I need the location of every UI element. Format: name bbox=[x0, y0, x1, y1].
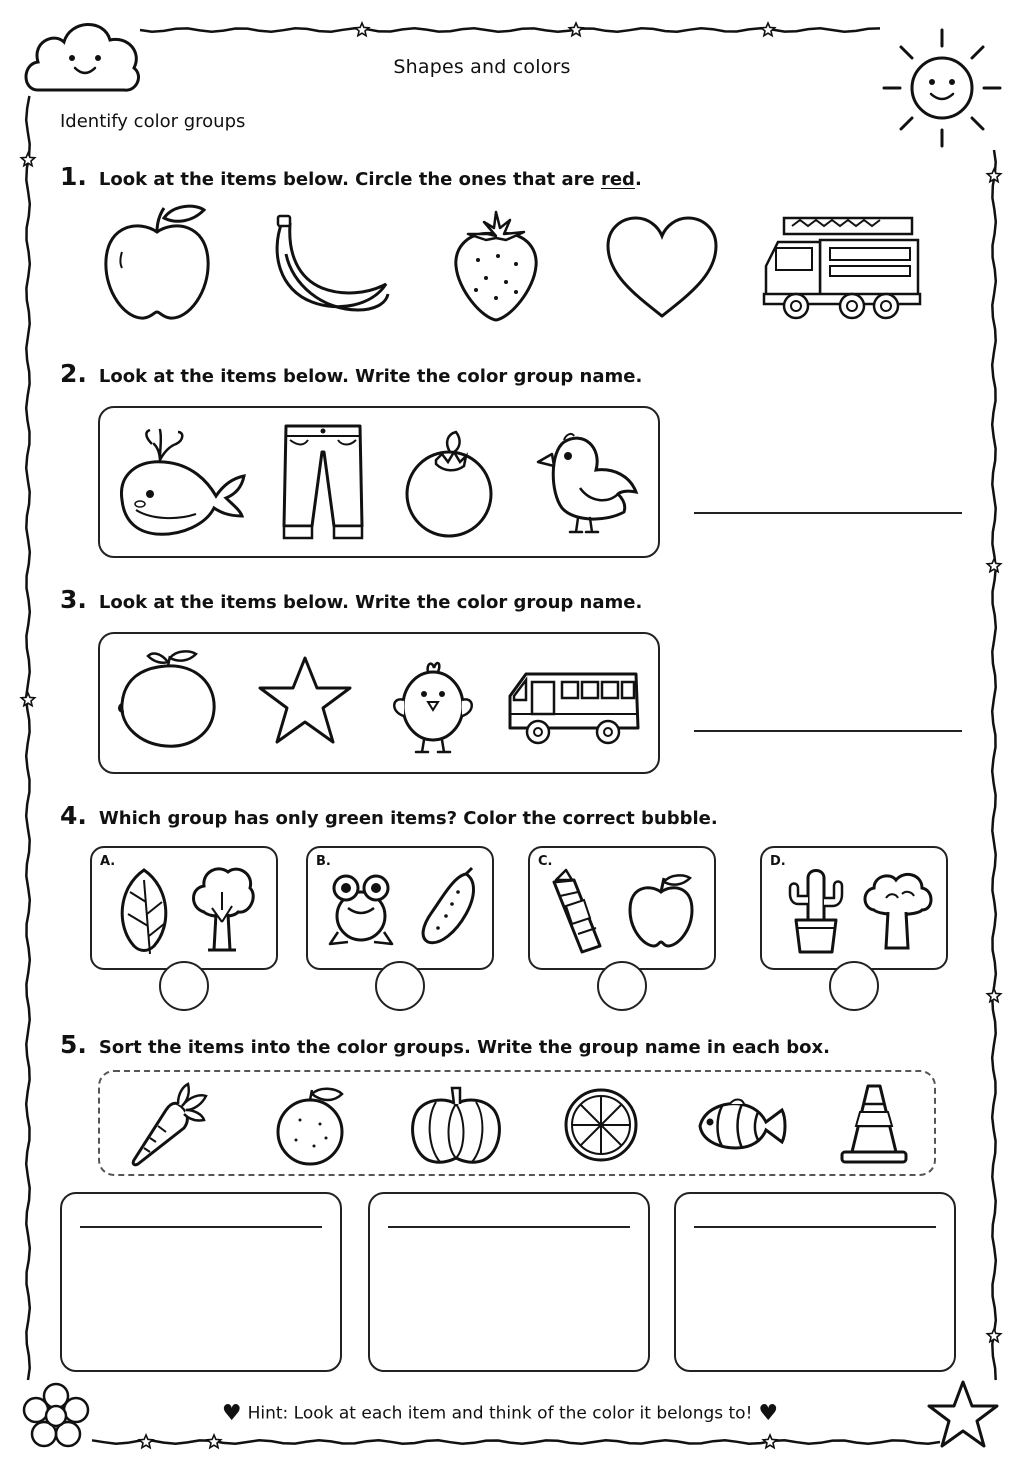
orange-slice-icon[interactable] bbox=[562, 1086, 640, 1164]
clownfish-icon[interactable] bbox=[696, 1098, 788, 1154]
sort-box-2 bbox=[368, 1192, 650, 1372]
heart-icon: ♥ bbox=[221, 1401, 242, 1426]
border-star-icon bbox=[355, 23, 368, 36]
question-text: Look at the items below. Write the color group name. bbox=[98, 366, 643, 387]
fire-truck-icon[interactable] bbox=[762, 214, 922, 324]
group-name-line-3[interactable] bbox=[694, 1226, 936, 1228]
answer-bubble-c[interactable] bbox=[597, 961, 647, 1011]
answer-line[interactable] bbox=[694, 730, 962, 732]
border-star-icon bbox=[21, 693, 34, 706]
question-number: 4. bbox=[60, 801, 87, 830]
banana-icon[interactable] bbox=[262, 214, 392, 318]
carrot-icon[interactable] bbox=[128, 1082, 210, 1168]
border-star-icon bbox=[139, 1435, 152, 1448]
question-1 bbox=[60, 162, 642, 191]
question-3 bbox=[60, 585, 642, 614]
apple-icon[interactable] bbox=[100, 202, 215, 322]
answer-bubble-d[interactable] bbox=[829, 961, 879, 1011]
option-label: C. bbox=[538, 854, 553, 869]
school-bus-icon[interactable] bbox=[506, 666, 642, 748]
question-text: Look at the items below. Circle the ones that are red. bbox=[98, 169, 642, 190]
question-number: 5. bbox=[60, 1030, 87, 1059]
sun-icon bbox=[880, 26, 1004, 150]
sort-box-3 bbox=[674, 1192, 956, 1372]
question-number: 2. bbox=[60, 359, 87, 388]
emphasis-red: red bbox=[600, 169, 635, 190]
answer-bubble-b[interactable] bbox=[375, 961, 425, 1011]
answer-line[interactable] bbox=[694, 512, 962, 514]
whale-icon[interactable] bbox=[116, 424, 248, 540]
question-4 bbox=[60, 801, 718, 830]
blueberry-icon[interactable] bbox=[404, 430, 494, 540]
border-star-icon bbox=[987, 169, 1000, 182]
hint-text: Hint: Look at each item and think of the color it belongs to! bbox=[247, 1403, 753, 1424]
border-star-icon bbox=[987, 559, 1000, 572]
jeans-icon[interactable] bbox=[278, 422, 368, 542]
lemon-icon[interactable] bbox=[116, 648, 220, 752]
page-title: Shapes and colors bbox=[393, 56, 571, 78]
border-star-icon bbox=[763, 1435, 776, 1448]
question-number: 3. bbox=[60, 585, 87, 614]
option-label: A. bbox=[100, 854, 116, 869]
bird-icon[interactable] bbox=[534, 430, 640, 538]
chick-icon[interactable] bbox=[388, 650, 478, 756]
cactus-icon[interactable] bbox=[784, 864, 848, 956]
question-text: Which group has only green items? Color the correct bubble. bbox=[98, 808, 718, 829]
border-star-icon bbox=[569, 23, 582, 36]
group-name-line-1[interactable] bbox=[80, 1226, 322, 1228]
heart-icon[interactable] bbox=[604, 216, 720, 320]
traffic-cone-icon[interactable] bbox=[838, 1082, 910, 1166]
question-number: 1. bbox=[60, 162, 87, 191]
leaf-icon[interactable] bbox=[114, 866, 174, 956]
border-star-icon bbox=[987, 989, 1000, 1002]
group-name-line-2[interactable] bbox=[388, 1226, 630, 1228]
crayon-icon[interactable] bbox=[548, 868, 606, 956]
strawberry-icon[interactable] bbox=[448, 208, 544, 324]
answer-bubble-a[interactable] bbox=[159, 961, 209, 1011]
border-star-icon bbox=[987, 1329, 1000, 1342]
apple-icon[interactable] bbox=[626, 872, 696, 948]
cloud-icon bbox=[20, 12, 144, 96]
cucumber-icon[interactable] bbox=[418, 866, 482, 950]
border-star-icon bbox=[207, 1435, 220, 1448]
question-text: Sort the items into the color groups. Write the group name in each box. bbox=[98, 1037, 830, 1058]
border-star-icon bbox=[21, 153, 34, 166]
broccoli-icon[interactable] bbox=[860, 868, 936, 952]
pumpkin-icon[interactable] bbox=[410, 1084, 502, 1166]
tree-icon[interactable] bbox=[188, 862, 256, 954]
sort-items-box bbox=[98, 1070, 936, 1176]
frog-icon[interactable] bbox=[328, 872, 394, 948]
option-label: D. bbox=[770, 854, 786, 869]
star-icon[interactable] bbox=[256, 654, 354, 746]
sort-box-1 bbox=[60, 1192, 342, 1372]
question-5 bbox=[60, 1030, 830, 1059]
hint bbox=[0, 1401, 1000, 1426]
orange-icon[interactable] bbox=[272, 1086, 350, 1166]
page-subtitle: Identify color groups bbox=[60, 111, 246, 132]
border-star-icon bbox=[761, 23, 774, 36]
question-2 bbox=[60, 359, 642, 388]
option-label: B. bbox=[316, 854, 331, 869]
question-text: Look at the items below. Write the color group name. bbox=[98, 592, 643, 613]
heart-icon: ♥ bbox=[758, 1401, 779, 1426]
